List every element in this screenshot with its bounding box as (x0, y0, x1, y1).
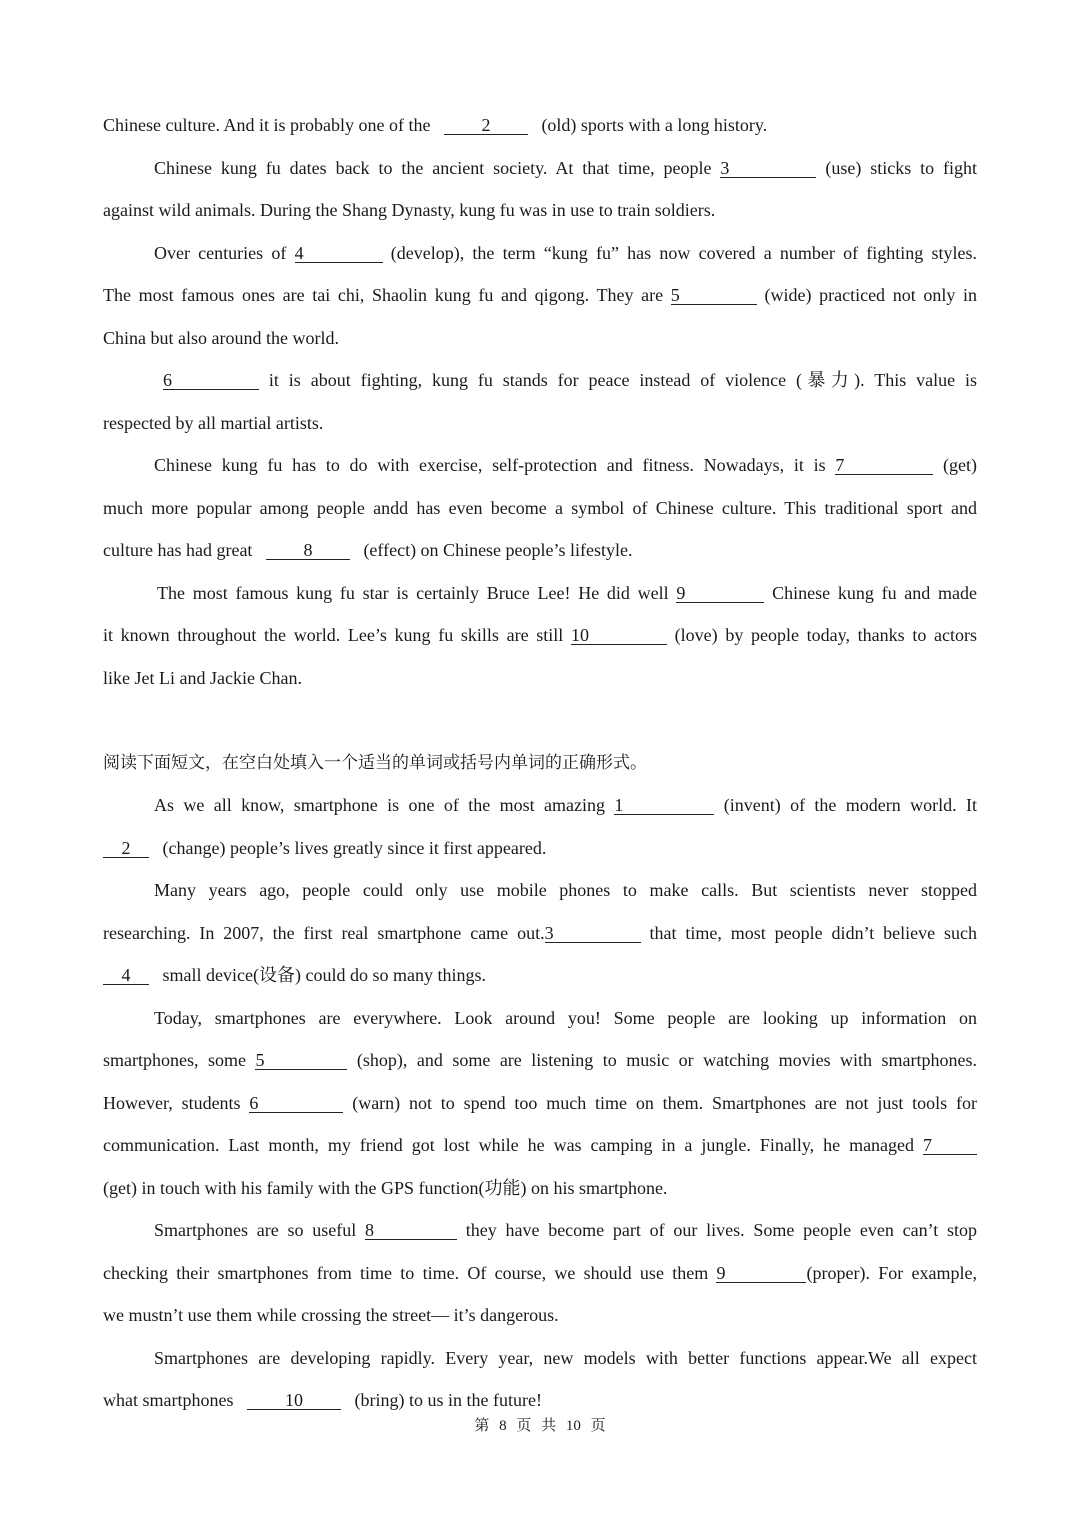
text: (invent) of the modern world. It (723, 795, 978, 815)
text-line (103, 614, 977, 657)
text: China but also around the world. (103, 327, 339, 348)
text: (effect) on Chinese people’s lifestyle. (363, 540, 633, 560)
text-line (103, 1294, 977, 1337)
text-line (103, 402, 977, 445)
text-line (103, 1039, 977, 1082)
text-line (103, 1124, 977, 1167)
text-line (103, 1167, 977, 1210)
text-line (103, 827, 977, 870)
text: checking their smartphones from time to time. Of course, we should use them (103, 1262, 709, 1283)
text-line (103, 784, 977, 827)
text: Smartphones are so useful (154, 1220, 357, 1240)
text-line (103, 444, 977, 487)
text-line (103, 572, 977, 615)
text: (bring) to us in the future! (354, 1390, 542, 1410)
text: that time, most people didn’t believe such (649, 922, 978, 943)
text: it known throughout the world. Lee’s kung fu skills are still (103, 625, 564, 645)
text: (shop), and some are listening to music or watching movies with smartphones. (356, 1050, 978, 1070)
answer-blank[interactable]: 2 (103, 839, 149, 858)
page-number: 第 8 页 共 10 页 (474, 1418, 606, 1434)
instruction-text: 阅读下面短文，在空白处填入一个适当的单词或括号内单词的正确形式。 (103, 752, 647, 773)
text-line (103, 189, 977, 232)
answer-blank[interactable]: 8 (365, 1221, 457, 1240)
text: culture has had great (103, 540, 253, 560)
answer-blank[interactable]: 10 (247, 1391, 341, 1410)
answer-blank[interactable]: 10 (571, 626, 667, 645)
text-line (103, 912, 977, 955)
text-line (103, 1252, 977, 1295)
answer-blank[interactable]: 6 (163, 371, 259, 390)
text: The most famous kung fu star is certainly Bruce Lee! He did well (157, 582, 669, 603)
text-line (103, 274, 977, 317)
text: Chinese kung fu has to do with exercise, self-protection and fitness. Nowadays, it is (154, 455, 826, 475)
text: they have become part of our lives. Some people even can’t stop (465, 1220, 977, 1240)
answer-blank[interactable]: 9 (676, 584, 764, 603)
answer-blank[interactable]: 3 (545, 924, 641, 943)
text: it is about fighting, kung fu stands for peace instead of violence (暴力). This value is (268, 370, 978, 390)
text: (old) sports with a long history. (541, 115, 768, 135)
answer-blank[interactable]: 8 (266, 541, 350, 560)
text: smartphones, some (103, 1050, 246, 1070)
text-line (103, 317, 977, 360)
answer-blank[interactable]: 4 (103, 966, 149, 985)
text: However, students (103, 1092, 241, 1113)
text: much more popular among people andd has even become a symbol of Chinese culture. This traditional sport and (103, 497, 977, 518)
text: (change) people’s lives greatly since it first appeared. (162, 837, 547, 858)
answer-blank[interactable]: 2 (444, 116, 528, 135)
text: As we all know, smartphone is one of the most amazing (154, 795, 605, 815)
text: The most famous ones are tai chi, Shaolin kung fu and qigong. They are (103, 285, 664, 305)
text: (proper). For example, (806, 1262, 977, 1283)
text: (warn) not to spend too much time on them. Smartphones are not just tools for (352, 1092, 977, 1113)
text: we mustn’t use them while crossing the street— it’s dangerous. (103, 1305, 559, 1325)
text: Many years ago, people could only use mobile phones to make calls. But scientists never stopped (154, 880, 977, 900)
text-line (103, 954, 977, 997)
text: researching. In 2007, the first real smartphone came out. (103, 922, 545, 943)
text: Chinese kung fu and made (772, 582, 978, 603)
text: (develop), the term “kung fu” has now covered a number of fighting styles. (390, 242, 978, 263)
text-line (103, 1209, 977, 1252)
text-line (103, 104, 977, 147)
text: communication. Last month, my friend got lost while he was camping in a jungle. Finally, he managed (103, 1135, 915, 1155)
text: like Jet Li and Jackie Chan. (103, 667, 302, 688)
text: (use) sticks to fight (825, 157, 978, 178)
text: (love) by people today, thanks to actors (674, 625, 978, 645)
answer-blank[interactable]: 6 (249, 1094, 343, 1113)
text-line (103, 1082, 977, 1125)
text: against wild animals. During the Shang Dynasty, kung fu was in use to train soldiers. (103, 200, 716, 220)
text-line (103, 232, 977, 275)
text-line (103, 487, 977, 530)
spacer (103, 699, 977, 742)
text-line (103, 147, 977, 190)
text-line (103, 869, 977, 912)
answer-blank[interactable]: 7 (835, 456, 933, 475)
text-line (103, 529, 977, 572)
text: (get) (943, 455, 978, 475)
answer-blank[interactable]: 5 (671, 286, 757, 305)
instruction (103, 742, 977, 785)
text: Chinese culture. And it is probably one of the (103, 115, 431, 135)
text: Smartphones are developing rapidly. Every year, new models with better functions appear.We all expect (154, 1347, 977, 1368)
text: what smartphones (103, 1390, 234, 1410)
answer-blank[interactable]: 7 (923, 1136, 977, 1155)
document-page (103, 104, 977, 1422)
text: Today, smartphones are everywhere. Look around you! Some people are looking up information on (154, 1007, 977, 1028)
text-line (103, 997, 977, 1040)
answer-blank[interactable]: 4 (295, 244, 383, 263)
text: respected by all martial artists. (103, 412, 324, 433)
text: (get) in touch with his family with the GPS function(功能) on his smartphone. (103, 1177, 668, 1198)
text: (wide) practiced not only in (764, 285, 978, 305)
answer-blank[interactable]: 5 (255, 1051, 347, 1070)
text: Over centuries of (154, 242, 287, 263)
answer-blank[interactable]: 1 (614, 796, 714, 815)
text-line (103, 359, 977, 402)
text: small device(设备) could do so many things. (162, 965, 486, 985)
answer-blank[interactable]: 9 (716, 1264, 806, 1283)
text-line (103, 1337, 977, 1380)
answer-blank[interactable]: 3 (720, 159, 816, 178)
text: Chinese kung fu dates back to the ancient society. At that time, people (154, 157, 712, 178)
text-line (103, 657, 977, 700)
